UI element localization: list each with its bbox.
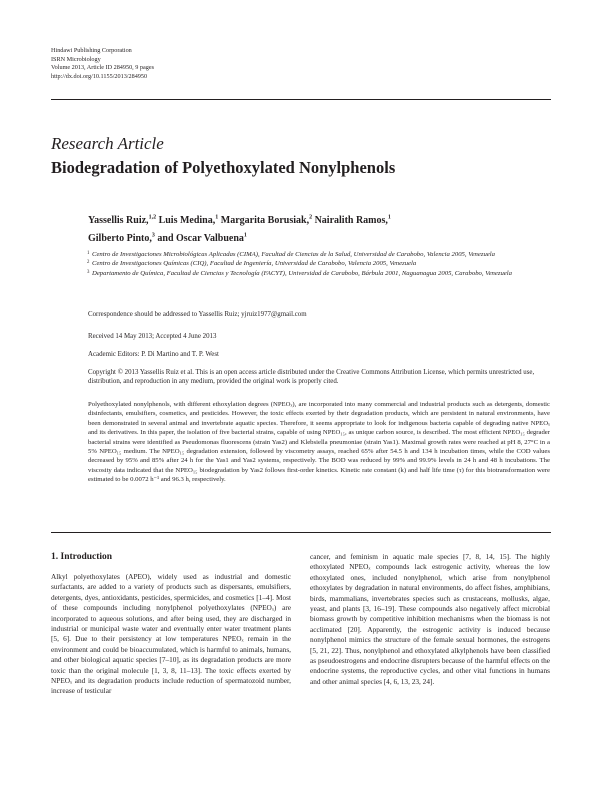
doi-link[interactable]: http://dx.doi.org/10.1155/2013/284950	[51, 72, 148, 80]
affiliation: 1 Centro de Investigaciones Microbiológicas Aplicadas (CIMA), Facultad de Ciencias de la Salud, Universidad de Carabobo, Valencia 2005, Venezuela	[87, 251, 495, 258]
header-divider	[51, 99, 551, 100]
abstract: Polyethoxylated nonylphenols, with different ethoxylation degrees (NPEOₓ), are incorporated into many commercial and industrial products such as detergents, domestic disinfectants, emulsifiers, cosmetics, and pesticides. However, the toxic effects exerted by their degradation products, which are persistent in natural environments, have been demonstrated in several animal and invertebrate aquatic species. Therefore, it seems appropriate to look for indigenous bacteria capable of degrading native NPEOₓ and its derivatives. In this paper, the isolation of five bacterial strains, capable of using NPEO₁₅, as unique carbon source, is described. The most efficient NPEO₁₅ degrader bacterial strains were identified as Pseudomonas fluorescens (strain Yas2) and Klebsiella pneumoniae (strain Yas1). Maximal growth rates were reached at pH 8, 27°C in a 5% NPEO₁₅ medium. The NPEO₁₅ degradation extension, followed by viscometry assays, reached 65% after 54.5 h and 134 h incubation times, while the COD values decreased by 95% and 85% after 24 h for the Yas1 and Yas2 systems, respectively. The BOD was reduced by 99% and 99.9% levels in 24 h and 48 h incubations. The viscosity data indicated that the NPEO₁₅ biodegradation by Yas2 follows first-order kinetics. Kinetic rate constant (k) and half life time (τ) for this biotransformation were estimated to be 0.0072 h⁻¹ and 96.3 h, respectively.	[88, 401, 550, 484]
section-heading: 1. Introduction	[51, 552, 113, 562]
body-column-left	[51, 552, 291, 697]
publisher-header	[51, 47, 154, 81]
author: Gilberto Pinto,$^3$	[88, 232, 155, 244]
affiliation: 2 Centro de Investigaciones Químicas (CIQ), Facultad de Ingeniería, Universidad de Carabobo, Valencia 2005, Venezuela	[87, 260, 417, 268]
article-type: Research Article	[51, 134, 164, 153]
author: Luis Medina,$^1$	[158, 215, 219, 227]
received-accepted-dates: Received 14 May 2013; Accepted 4 June 2013	[88, 333, 217, 340]
academic-editors: Academic Editors: P. Di Martino and T. P. West	[88, 351, 219, 358]
paragraph: cancer, and feminism in aquatic male species [7, 8, 14, 15]. The highly ethoxylated NPEOₓ compounds lack estrogenic activity, whereas the low ethoxylated ones, included nonylphenol, which arise from nonylphenol ethoxylates by degradation in natural environments, do affect fishes, amphibians, birds, mammalians, invertebrates species such as crustaceans, mollusks, algae, yeast, and plants [3, 16–19]. These compounds also negatively affect microbial biomass growth by competitive inhibition mechanisms when the biomass is not acclimated [20]. Apparently, the estrogenic activity is induced because nonylphenol mimics the structure of the female sexual hormones, the estrogens [5, 21, 22]. Thus, nonylphenol and ethoxylated alkylphenols have been classified as pseudoestrogens and endocrine disrupters because of the harmful effects on the endocrine systems, the reproductive cycles, and other vital functions in humans and other animal species [4, 6, 13, 23, 24].	[310, 552, 550, 686]
author: Nairalith Ramos,$^1$	[314, 215, 391, 227]
paragraph: Alkyl polyethoxylates (APEO), widely used as industrial and domestic surfactants, are added to a variety of products such as dispersants, emulsifiers, detergents, dyes, antioxidants, pesticides, spermicides, and cosmetics [1–4]. Most of these compounds including nonylphenol polyethoxylates (NPEOₓ) are incorporated to aqueous solutions, and after being used, they are discharged in industrial or municipal waste water and eventually enter water treatment plants [5, 6]. Due to their persistency at low temperatures NPEOₓ remain in the environment and could be bioaccumulated, which is harmful to animals, humans, and other biological aquatic species [7–10], as its degradation products are more toxic than the original molecule [1, 3, 8, 11–13]. The toxic effects exerted by NPEOₓ and its degradation products include reduction of spermatozoid number, increase of testicular	[51, 572, 291, 696]
affiliations	[88, 250, 558, 278]
author: and Oscar Valbuena$^1$	[157, 232, 247, 244]
volume-info: Volume 2013, Article ID 284950, 9 pages	[51, 64, 154, 71]
publisher-name: Hindawi Publishing Corporation	[51, 47, 132, 54]
journal-name: ISRN Microbiology	[51, 55, 101, 63]
affiliation: 3 Departamento de Química, Facultad de Ciencias y Tecnología (FACYT), Universidad de Carabobo, Bárbula 2001, Naguanagua 2005, Carabobo, Venezuela	[87, 269, 512, 277]
article-title: Biodegradation of Polyethoxylated Nonylphenols	[51, 158, 396, 177]
correspondence: Correspondence should be addressed to Yassellis Ruiz; yjruiz1977@gmail.com	[88, 311, 307, 318]
abstract-divider	[51, 532, 551, 533]
copyright-notice: Copyright © 2013 Yassellis Ruiz et al. This is an open access article distributed under the Creative Commons Attribution License, which permits unrestricted use, distribution, and reproduction in any medium, provided the original work is properly cited.	[88, 369, 535, 386]
author: Margarita Borusiak,$^2$	[220, 215, 313, 227]
body-column-right	[310, 552, 550, 687]
author-list	[88, 211, 558, 246]
author: Yassellis Ruiz,$^{1,2}$	[88, 215, 157, 227]
